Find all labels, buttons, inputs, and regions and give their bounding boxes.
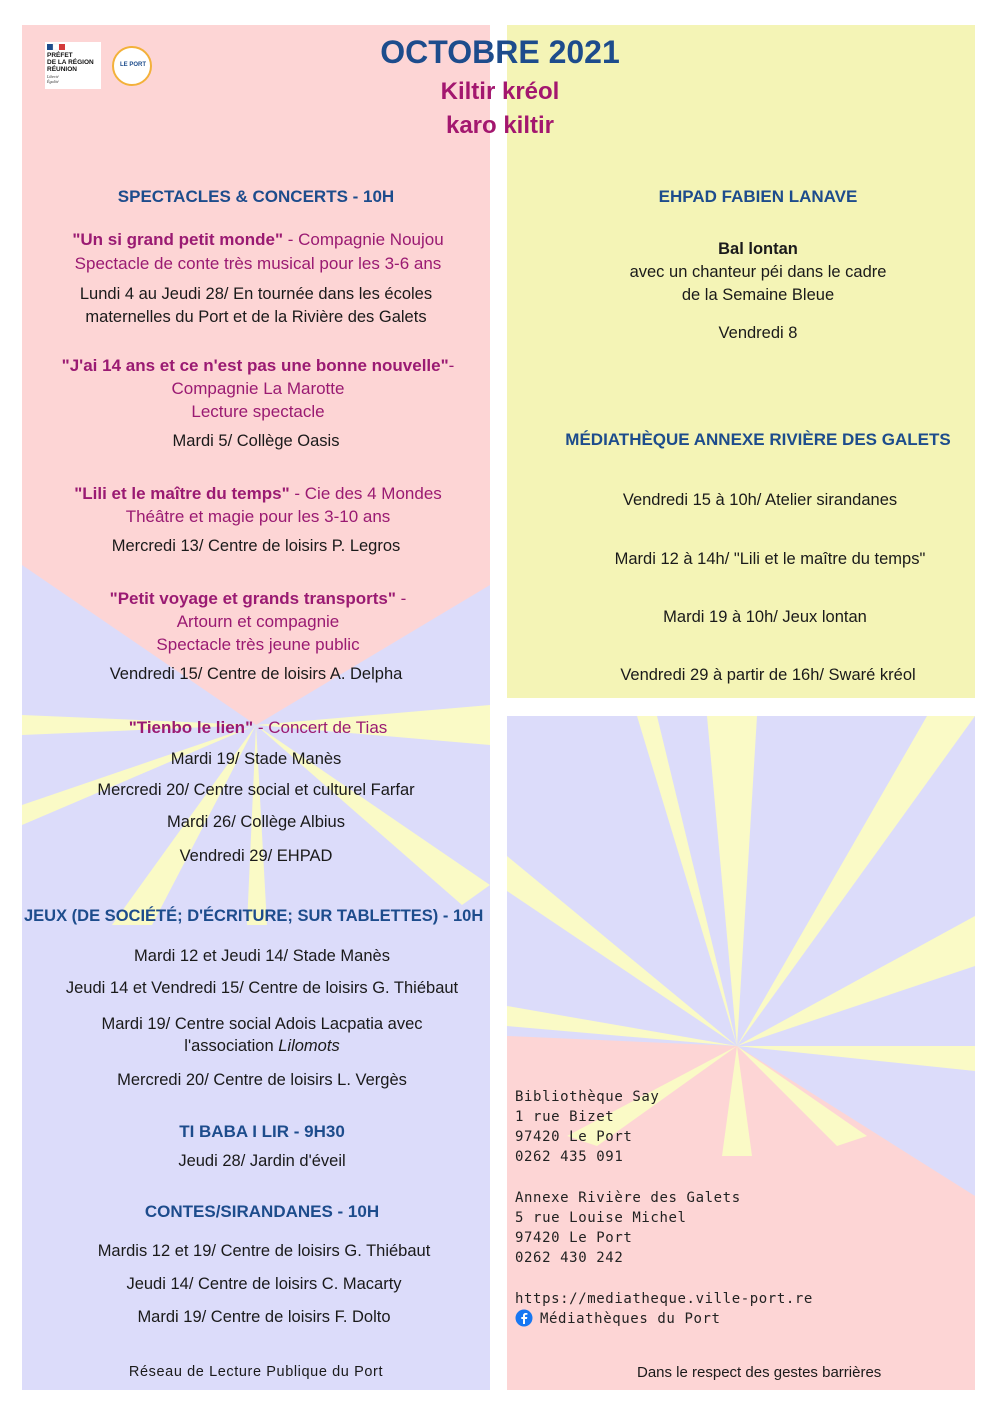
event-title: "Un si grand petit monde" xyxy=(72,230,284,249)
section-heading-tibaba: TI BABA I LIR - 9H30 xyxy=(179,1122,345,1141)
svg-text:Égalité: Égalité xyxy=(47,79,59,84)
svg-text:DE LA RÉGION: DE LA RÉGION xyxy=(47,59,94,66)
contact-annexe-city: 97420 Le Port xyxy=(515,1230,633,1246)
page-subtitle-1: Kiltir kréol xyxy=(440,78,560,105)
event-description: Spectacle très jeune public xyxy=(156,635,360,654)
event-title-line xyxy=(22,587,494,611)
event-detail: Mardi 19/ Stade Manès xyxy=(170,750,342,768)
section-heading-ehpad: EHPAD FABIEN LANAVE xyxy=(658,187,858,206)
contact-annexe-phone: 0262 430 242 xyxy=(515,1250,624,1266)
jeux-item-association: Lilomots xyxy=(278,1037,340,1055)
contact-say-name: Bibliothèque Say xyxy=(515,1089,660,1105)
event-title-line xyxy=(22,228,494,252)
right-bottom-panel xyxy=(507,716,975,1390)
section-heading-mediatheque: MÉDIATHÈQUE ANNEXE RIVIÈRE DES GALETS xyxy=(565,430,951,449)
ehpad-event-title: Bal lontan xyxy=(718,240,798,258)
event-title: "Petit voyage et grands transports" xyxy=(109,589,396,608)
event-detail: Vendredi 29/ EHPAD xyxy=(179,847,333,865)
ehpad-event-date: Vendredi 8 xyxy=(718,324,798,342)
jeux-item: Jeudi 14 et Vendredi 15/ Centre de loisirs G. Thiébaut xyxy=(65,979,459,997)
contes-item: Mardi 19/ Centre de loisirs F. Dolto xyxy=(137,1308,391,1326)
event-detail: Mardi 5/ Collège Oasis xyxy=(172,432,340,450)
ehpad-event-description: avec un chanteur péi dans le cadre xyxy=(629,263,887,281)
jeux-item: Mercredi 20/ Centre de loisirs L. Vergès xyxy=(117,1071,407,1089)
event-title-line xyxy=(22,482,494,506)
contact-annexe-name: Annexe Rivière des Galets xyxy=(515,1190,741,1206)
event-detail: Mercredi 13/ Centre de loisirs P. Legros xyxy=(111,537,401,555)
svg-text:Liberté: Liberté xyxy=(47,74,59,79)
section-heading-contes: CONTES/SIRANDANES - 10H xyxy=(144,1202,380,1221)
contact-say-address: 1 rue Bizet xyxy=(515,1109,615,1125)
event-description: Spectacle de conte très musical pour les 3-6 ans xyxy=(74,254,442,273)
contact-say-city: 97420 Le Port xyxy=(515,1129,633,1145)
event-detail: Vendredi 15/ Centre de loisirs A. Delpha xyxy=(109,665,403,683)
event-company: - xyxy=(395,589,407,608)
mediatheque-item: Vendredi 29 à partir de 16h/ Swaré kréol xyxy=(620,666,916,684)
event-detail: Lundi 4 au Jeudi 28/ En tournée dans les écoles xyxy=(79,285,433,303)
mediatheque-item: Vendredi 15 à 10h/ Atelier sirandanes xyxy=(622,491,898,509)
section-heading-spectacles: SPECTACLES & CONCERTS - 10H xyxy=(117,187,395,206)
event-title: "Tienbo le lien" xyxy=(128,718,254,737)
event-company: - Concert de Tias xyxy=(253,718,388,737)
jeux-item: Mardi 12 et Jeudi 14/ Stade Manès xyxy=(134,947,390,965)
right-bottom-background xyxy=(507,716,975,1390)
website-link[interactable]: https://mediatheque.ville-port.re xyxy=(515,1291,813,1307)
section-heading-jeux: JEUX (DE SOCIÉTÉ; D'ÉCRITURE; SUR TABLETTES) - 10H xyxy=(24,907,484,925)
facebook-link[interactable]: Médiathèques du Port xyxy=(540,1311,721,1327)
event-description: Compagnie La Marotte xyxy=(171,379,345,398)
ehpad-event-description: de la Semaine Bleue xyxy=(681,286,835,304)
event-title-line xyxy=(22,716,494,740)
svg-text:RÉUNION: RÉUNION xyxy=(47,66,77,73)
mediatheque-item: Mardi 19 à 10h/ Jeux lontan xyxy=(663,608,867,626)
event-detail: Mardi 26/ Collège Albius xyxy=(167,813,345,831)
event-description: Théâtre et magie pour les 3-10 ans xyxy=(125,507,391,526)
event-company: - Cie des 4 Mondes xyxy=(289,484,442,503)
left-footer: Réseau de Lecture Publique du Port xyxy=(128,1364,384,1380)
svg-text:PRÉFET: PRÉFET xyxy=(47,52,73,59)
event-description: Artourn et compagnie xyxy=(176,612,340,631)
event-company: - xyxy=(448,356,455,375)
event-title: "J'ai 14 ans et ce n'est pas une bonne nouvelle" xyxy=(61,356,449,375)
mediatheque-item: Mardi 12 à 14h/ "Lili et le maître du temps" xyxy=(614,550,926,568)
page-title: OCTOBRE 2021 xyxy=(380,34,620,70)
le-port-logo-text: LE PORT xyxy=(120,62,147,68)
event-detail: Mercredi 20/ Centre social et culturel Farfar xyxy=(97,781,415,799)
event-title-line xyxy=(22,354,494,378)
page-subtitle-2: karo kiltir xyxy=(445,112,555,139)
right-footer: Dans le respect des gestes barrières xyxy=(637,1364,882,1381)
event-description: Lecture spectacle xyxy=(191,402,325,421)
facebook-icon xyxy=(515,1309,533,1327)
event-detail: maternelles du Port et de la Rivière des Galets xyxy=(85,308,427,326)
tibaba-item: Jeudi 28/ Jardin d'éveil xyxy=(178,1152,346,1170)
jeux-item: Mardi 19/ Centre social Adois Lacpatia avec xyxy=(101,1015,423,1033)
event-company: - Compagnie Noujou xyxy=(283,230,444,249)
contact-annexe-address: 5 rue Louise Michel xyxy=(515,1210,687,1226)
contes-item: Jeudi 14/ Centre de loisirs C. Macarty xyxy=(126,1275,402,1293)
contact-say-phone: 0262 435 091 xyxy=(515,1149,624,1165)
event-title: "Lili et le maître du temps" xyxy=(74,484,290,503)
contes-item: Mardis 12 et 19/ Centre de loisirs G. Thiébaut xyxy=(97,1242,431,1260)
jeux-item-line xyxy=(22,1035,502,1058)
jeux-item-text: l'association xyxy=(184,1037,279,1055)
